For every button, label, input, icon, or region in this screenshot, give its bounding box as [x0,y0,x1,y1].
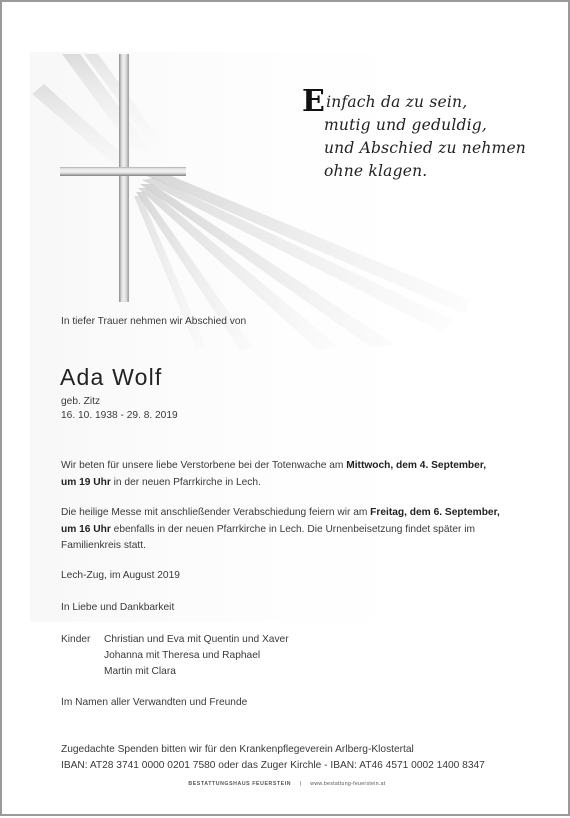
mass-text-a: Die heilige Messe mit anschließender Verabschiedung feiern wir am [61,507,371,518]
poem-line-1 [302,84,542,119]
poem-initial-letter: E [302,84,326,119]
poem-line-1-text: infach da zu sein, [326,93,468,111]
mass-date: Freitag, dem 6. September, [370,507,500,518]
poem-line-2: mutig und geduldig, [324,116,488,134]
donation-line-1: Zugedachte Spenden bitten wir für den Krankenpflegeverein Arlberg-Klostertal [61,744,414,755]
mass-text-d: ebenfalls in der neuen Pfarrkirche in Lech. Die Urnenbeisetzung findet später im Familienkreis statt. [61,523,475,551]
wake-announcement [61,458,531,491]
children-line: Johanna mit Theresa und Raphael [104,650,261,661]
closing-line: In Liebe und Dankbarkeit [61,602,175,613]
deceased-details [61,395,178,423]
children-line: Christian und Eva mit Quentin und Xaver [104,634,289,645]
birth-name: geb. Zitz [61,396,101,407]
mass-announcement [61,505,531,555]
funeral-home-name: BESTATTUNGSHAUS FEUERSTEIN [188,781,292,787]
life-dates: 16. 10. 1938 - 29. 8. 2019 [61,410,178,421]
poem-quote [302,84,542,183]
wake-date: Mittwoch, dem 4. September, [346,460,487,471]
wake-time: um 19 Uhr [61,476,111,488]
footer [2,781,570,787]
poem-line-4: ohne klagen. [324,162,428,180]
funeral-home-url: www.bestattung-feuerstein.at [310,781,386,787]
mass-time: um 16 Uhr [61,523,111,535]
intro-text: In tiefer Trauer nehmen wir Abschied von [61,316,247,327]
relatives-line: Im Namen aller Verwandten und Freunde [61,697,248,708]
footer-separator: | [299,781,302,787]
wake-text-a: Wir beten für unsere liebe Verstorbene bei der Totenwache am [61,460,347,471]
deceased-name: Ada Wolf [60,364,163,390]
place-and-date: Lech-Zug, im August 2019 [61,570,180,581]
donation-iban-line: IBAN: AT28 3741 0000 0201 7580 oder das Zuger Kirchle - IBAN: AT46 4571 0002 1400 8347 [61,760,485,771]
children-line: Martin mit Clara [104,666,176,677]
poem-line-3: und Abschied zu nehmen [324,139,526,157]
donation-info [61,742,541,774]
wake-text-d: in der neuen Pfarrkirche in Lech. [110,476,261,488]
children-list [104,632,289,680]
children-label: Kinder [61,634,91,645]
